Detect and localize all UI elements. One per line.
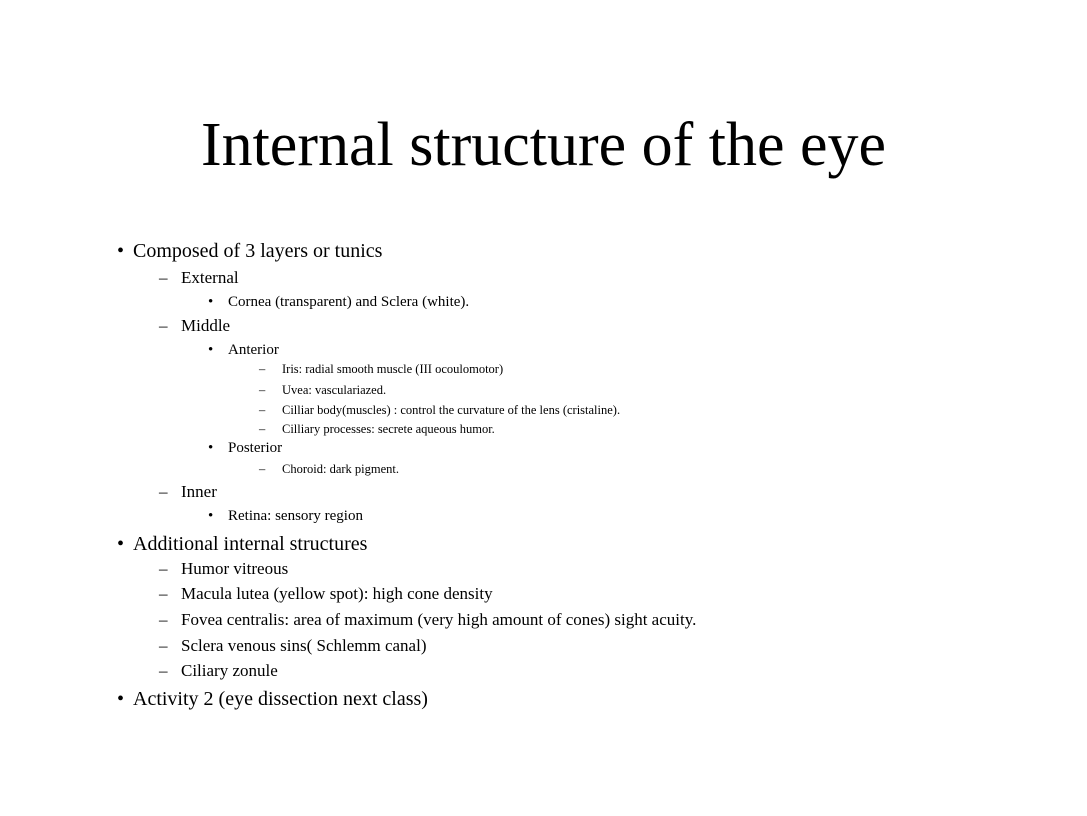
dash-marker: – — [259, 403, 266, 417]
outline-item-level-3: Retina: sensory region — [228, 508, 363, 524]
dash-marker: – — [159, 584, 168, 603]
dash-marker: – — [159, 268, 168, 287]
outline-item-level-2: Sclera venous sins( Schlemm canal) — [181, 636, 427, 655]
bullet-marker: • — [208, 342, 214, 358]
dash-marker: – — [259, 462, 266, 476]
outline-item-level-2: External — [181, 268, 239, 287]
bullet-marker: • — [117, 533, 125, 555]
outline-item-level-2: Fovea centralis: area of maximum (very high amount of cones) sight acuity. — [181, 610, 697, 629]
outline-item-level-4: Uvea: vasculariazed. — [282, 383, 387, 397]
slide-title: Internal structure of the eye — [200, 111, 887, 179]
outline-item-level-4: Iris: radial smooth muscle (III ocoulomotor) — [282, 362, 504, 376]
dash-marker: – — [159, 482, 168, 501]
bullet-marker: • — [208, 508, 214, 524]
bullet-marker: • — [117, 240, 125, 262]
dash-marker: – — [259, 383, 266, 397]
outline-item-level-2: Macula lutea (yellow spot): high cone density — [181, 584, 493, 603]
bullet-marker: • — [117, 688, 125, 710]
outline-item-level-4: Cilliary processes: secrete aqueous humor. — [282, 422, 495, 436]
dash-marker: – — [159, 316, 168, 335]
outline-item-level-1: Activity 2 (eye dissection next class) — [133, 688, 428, 710]
bullet-marker: • — [208, 440, 214, 456]
dash-marker: – — [159, 636, 168, 655]
dash-marker: – — [159, 559, 168, 578]
dash-marker: – — [259, 362, 266, 376]
outline-item-level-2: Middle — [181, 316, 231, 335]
outline-item-level-2: Ciliary zonule — [181, 661, 278, 680]
outline-item-level-1: Composed of 3 layers or tunics — [133, 240, 383, 262]
outline-item-level-4: Choroid: dark pigment. — [282, 462, 399, 476]
outline-item-level-3: Cornea (transparent) and Sclera (white). — [228, 294, 470, 310]
outline-item-level-3: Anterior — [228, 342, 279, 358]
dash-marker: – — [159, 661, 168, 680]
outline-item-level-4: Cilliar body(muscles) : control the curvature of the lens (cristaline). — [282, 403, 621, 417]
dash-marker: – — [259, 422, 266, 436]
bullet-marker: • — [208, 294, 214, 310]
dash-marker: – — [159, 610, 168, 629]
outline-item-level-3: Posterior — [228, 440, 283, 456]
outline-item-level-1: Additional internal structures — [133, 533, 368, 555]
outline-item-level-2: Humor vitreous — [181, 559, 289, 578]
outline-item-level-2: Inner — [181, 482, 217, 501]
